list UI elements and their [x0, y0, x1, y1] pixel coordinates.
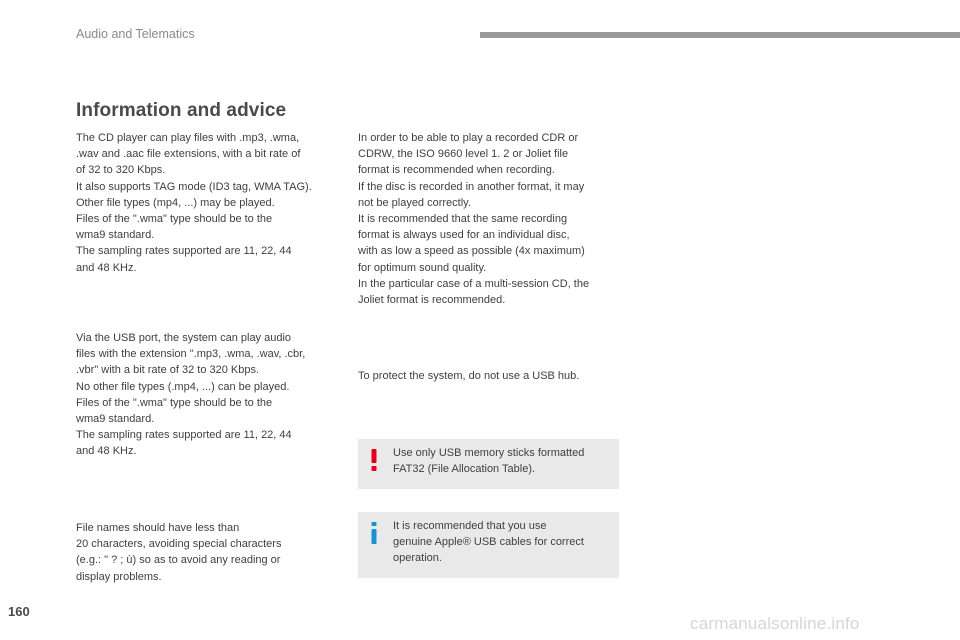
file-names-paragraph: File names should have less than 20 characters, avoiding special characters (e.g.: " ? ; ù) so as to avoid any reading or display problems. [76, 522, 282, 583]
exclamation-icon [368, 449, 380, 476]
page-number: 160 [8, 604, 30, 619]
warning-notice [358, 439, 619, 489]
cd-recording-paragraph: In order to be able to play a recorded CDR or CDRW, the ISO 9660 level 1. 2 or Joliet file format is recommended when recording. If the disc is recorded in another format, it may not be played correctly. It is recommended that the same recording format is always used for an individual disc, with as low a speed as possible (4x maximum) for optimum sound quality. In the particular case of a multi-session CD, the Joliet format is recommended. [358, 132, 590, 307]
warning-notice-text: Use only USB memory sticks formatted FAT32 (File Allocation Table). [393, 447, 585, 476]
header-title: Audio and Telematics [76, 27, 195, 41]
page-title: Information and advice [76, 100, 287, 121]
cd-player-formats-paragraph: The CD player can play files with .mp3, .wma, .wav and .aac file extensions, with a bit rate of of 32 to 320 Kbps. It also supports TAG mode (ID3 tag, WMA TAG). Other file types (mp4, ...) may be played. Files of the ".wma" type should be to the wma9 standard. The sampling rates supported are 11, 22, 44 and 48 KHz. [76, 132, 312, 274]
header-bar [480, 32, 960, 38]
info-notice-text: It is recommended that you use genuine Apple® USB cables for correct operation. [393, 520, 584, 565]
info-icon [368, 522, 380, 549]
usb-hub-paragraph: To protect the system, do not use a USB hub. [358, 370, 580, 382]
info-notice [358, 512, 619, 578]
watermark: carmanualsonline.info [690, 614, 860, 633]
usb-formats-paragraph: Via the USB port, the system can play audio files with the extension ".mp3, .wma, .wav, .cbr, .vbr" with a bit rate of 32 to 320 Kbps. No other file types (.mp4, ...) can be played. Files of the ".wma" type should be to the wma9 standard. The sampling rates supported are 11, 22, 44 and 48 KHz. [76, 332, 306, 458]
